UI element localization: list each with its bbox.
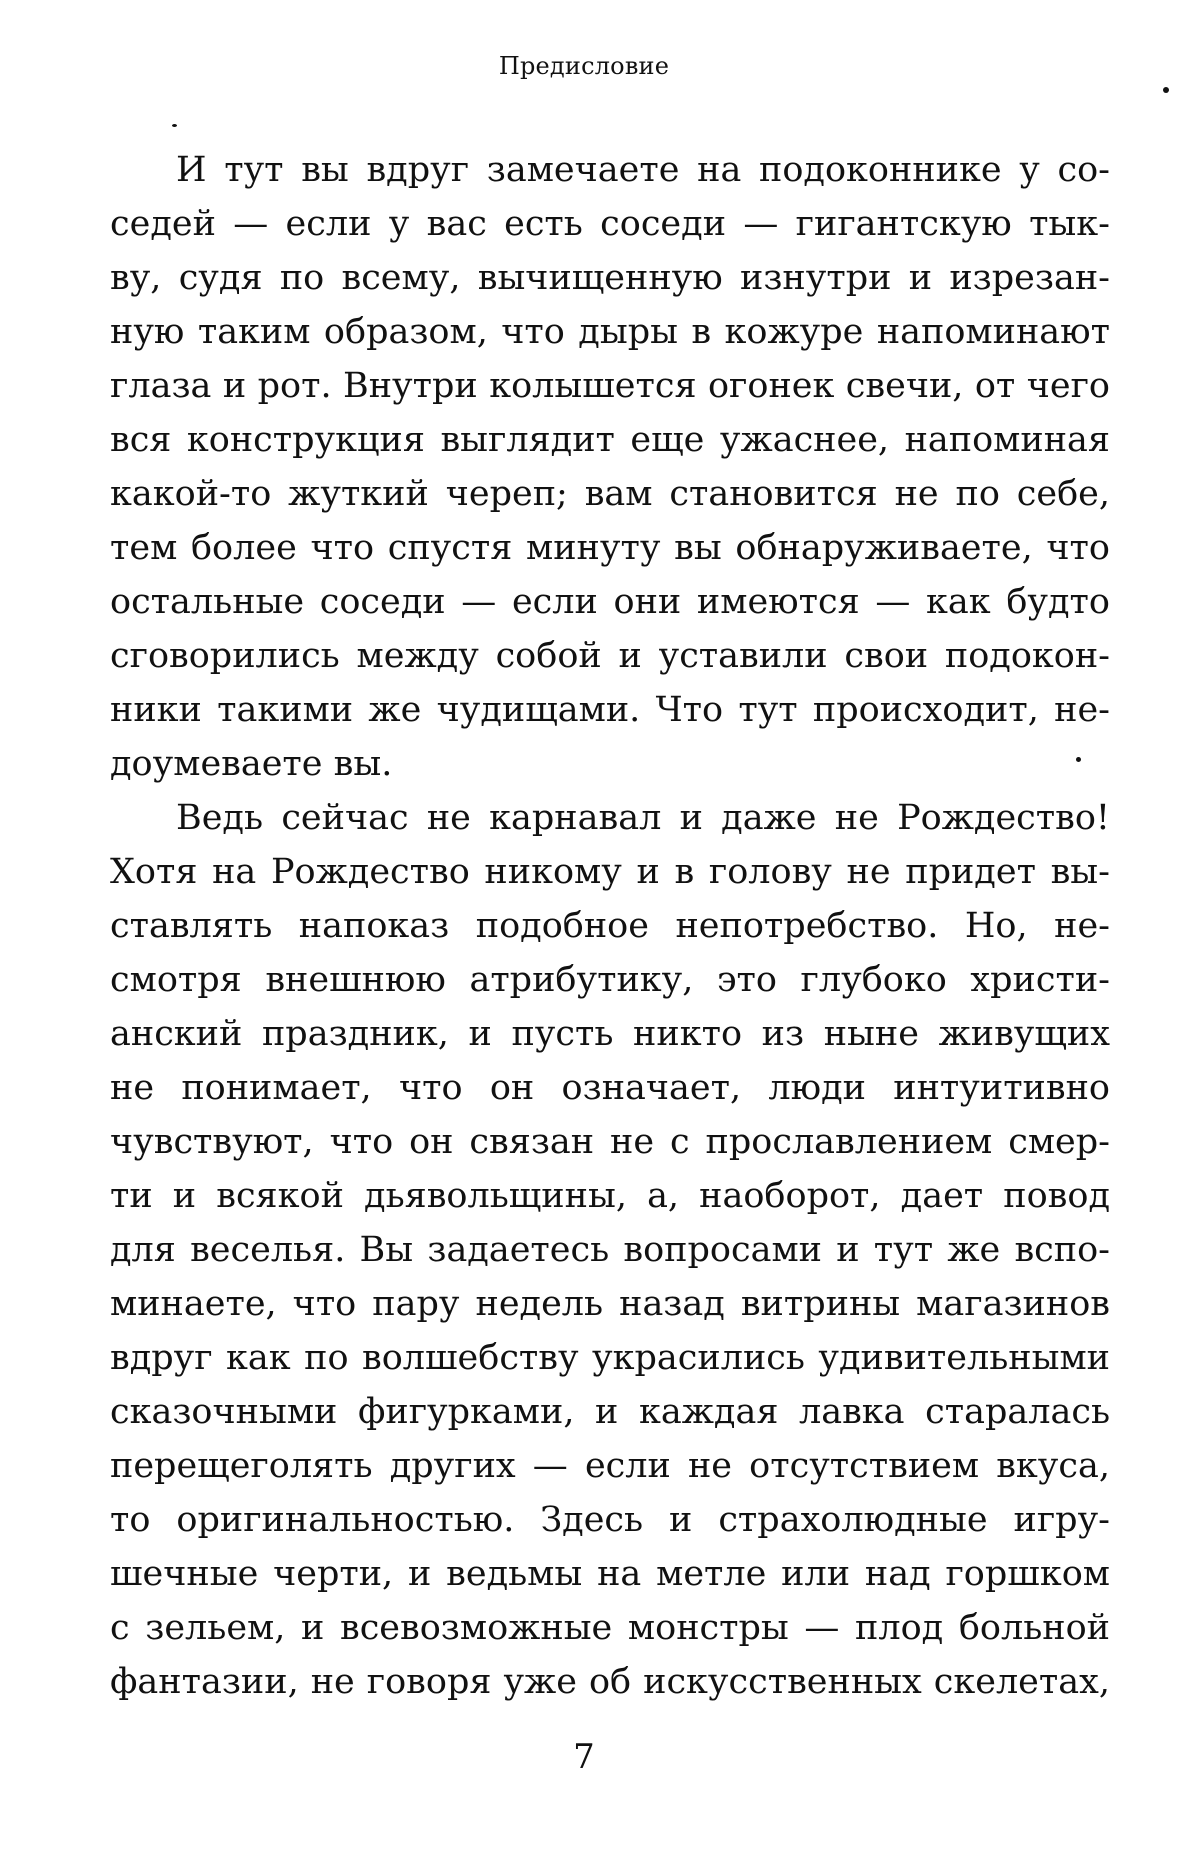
text-line: Хотя на Рождество никому и в голову не придет вы-	[110, 852, 1110, 892]
text-line: Ведь сейчас не карнавал и даже не Рождество!	[176, 798, 1110, 838]
text-line: смотря внешнюю атрибутику, это глубоко христи-	[110, 960, 1110, 1000]
text-line: тем более что спустя минуту вы обнаруживаете, что	[110, 528, 1110, 568]
text-line: ти и всякой дьявольщины, а, наоборот, дает повод	[110, 1176, 1110, 1216]
text-line: доумеваете вы.	[110, 744, 393, 784]
text-line: ставлять напоказ подобное непотребство. Но, не-	[110, 906, 1110, 946]
text-line: какой-то жуткий череп; вам становится не по себе,	[110, 474, 1110, 514]
text-line: ную таким образом, что дыры в кожуре напоминают	[110, 312, 1110, 352]
scan-speck	[1076, 757, 1081, 762]
text-line: глаза и рот. Внутри колышется огонек свечи, от чего	[110, 366, 1110, 406]
text-line: анский праздник, и пусть никто из ныне живущих	[110, 1014, 1110, 1054]
text-line: седей — если у вас есть соседи — гигантскую тык-	[110, 204, 1110, 244]
scan-speck	[172, 124, 177, 127]
text-line: не понимает, что он означает, люди интуитивно	[110, 1068, 1110, 1108]
text-line: вдруг как по волшебству украсились удивительными	[110, 1338, 1110, 1378]
scan-speck	[1163, 87, 1169, 93]
running-head: Предисловие	[498, 52, 670, 80]
text-line: ники такими же чудищами. Что тут происходит, не-	[110, 690, 1110, 730]
text-line: то оригинальностью. Здесь и страхолюдные игру-	[110, 1500, 1110, 1540]
page-number: 7	[573, 1737, 595, 1777]
text-line: сговорились между собой и уставили свои подокон-	[110, 636, 1110, 676]
text-line: ву, судя по всему, вычищенную изнутри и изрезан-	[110, 258, 1110, 298]
text-line: чувствуют, что он связан не с прославлением смер-	[110, 1122, 1110, 1162]
text-line: с зельем, и всевозможные монстры — плод больной	[110, 1608, 1110, 1648]
text-line: остальные соседи — если они имеются — как будто	[110, 582, 1110, 622]
text-line: перещеголять других — если не отсутствием вкуса,	[110, 1446, 1110, 1486]
text-line: сказочными фигурками, и каждая лавка старалась	[110, 1392, 1110, 1432]
text-line: для веселья. Вы задаетесь вопросами и тут же вспо-	[110, 1230, 1110, 1270]
text-line: И тут вы вдруг замечаете на подоконнике у со-	[176, 150, 1110, 190]
text-line: минаете, что пару недель назад витрины магазинов	[110, 1284, 1110, 1324]
text-line: вся конструкция выглядит еще ужаснее, напоминая	[110, 420, 1110, 460]
text-line: шечные черти, и ведьмы на метле или над горшком	[110, 1554, 1110, 1594]
text-line: фантазии, не говоря уже об искусственных скелетах,	[110, 1662, 1110, 1702]
